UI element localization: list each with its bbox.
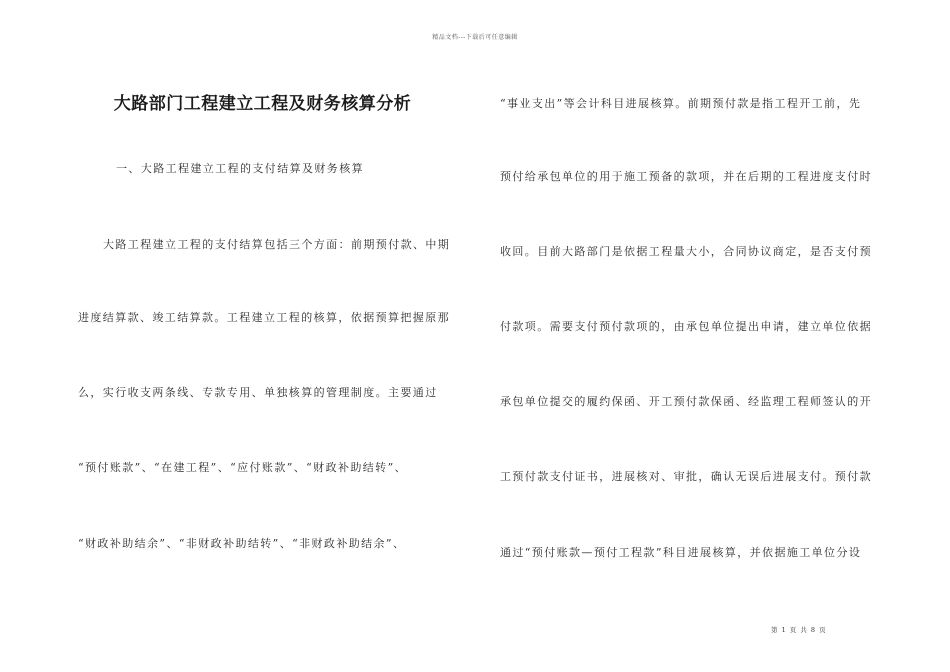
page-number: 第 1 页 共 8 页 <box>771 626 827 634</box>
paragraph-line: 通过“预付账款—预付工程款”科目进展核算，并依据施工单位分设 <box>500 546 862 559</box>
paragraph-line: 么，实行收支两条线、专款专用、单独核算的管理制度。主要通过 <box>78 386 438 399</box>
page-header-note: 精品文档---下载后可任意编辑 <box>432 34 518 41</box>
paragraph-line: 收回。目前大路部门是依据工程量大小，合同协议商定，是否支付预 <box>500 245 872 258</box>
paragraph-line: 大路工程建立工程的支付结算包括三个方面：前期预付款、中期 <box>103 238 451 251</box>
paragraph-line: 进度结算款、竣工结算款。工程建立工程的核算，依据预算把握原那 <box>78 311 450 324</box>
section-heading: 一、大路工程建立工程的支付结算及财务核算 <box>116 162 364 175</box>
paragraph-line: 付款项。需要支付预付款项的，由承包单位提出申请，建立单位依据 <box>500 320 872 333</box>
paragraph-line: 预付给承包单位的用于施工预备的款项，并在后期的工程进度支付时 <box>500 170 872 183</box>
paragraph-line: 承包单位提交的履约保函、开工预付款保函、经监理工程师签认的开 <box>500 395 872 408</box>
document-title: 大路部门工程建立工程及财务核算分析 <box>113 94 412 114</box>
paragraph-line: 工预付款支付证书，进展核对、审批，确认无误后进展支付。预付款 <box>500 470 872 483</box>
paragraph-line: “财政补助结余”、“非财政补助结转”、“非财政补助结余”、 <box>78 537 406 550</box>
paragraph-line: “事业支出”等会计科目进展核算。前期预付款是指工程开工前，先 <box>500 97 862 110</box>
paragraph-line: “预付账款”、“在建工程”、“应付账款”、“财政补助结转”、 <box>78 461 407 474</box>
